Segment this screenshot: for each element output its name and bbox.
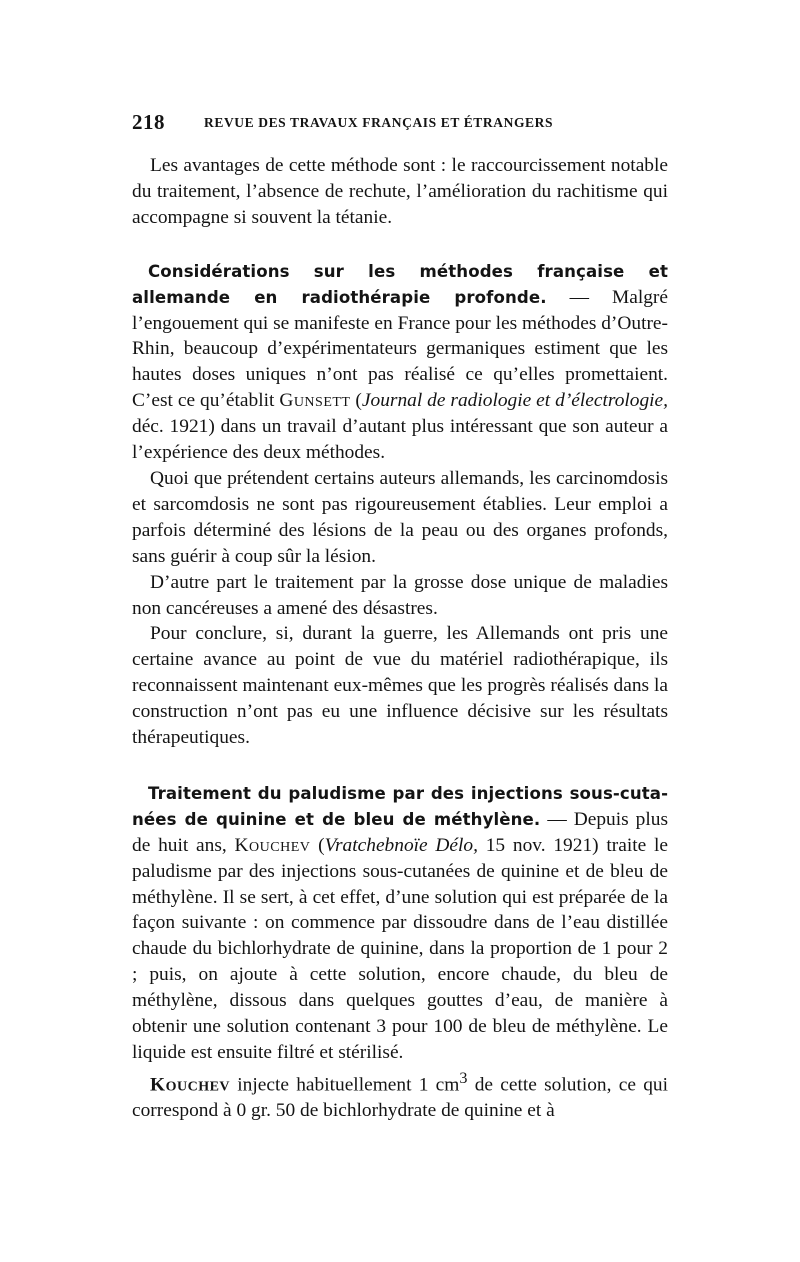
author-name: Kouchev [150, 1074, 231, 1096]
paragraph-text: ( [310, 834, 325, 856]
paragraph-paludisme [132, 781, 668, 1066]
paragraph-text: injecte habituellement 1 cm [230, 1074, 460, 1096]
paragraph-text: — Depuis plus de huit ans, [132, 808, 668, 856]
running-header [132, 110, 668, 140]
paragraph-desastres: D’autre part le traitement par la grosse dose unique de maladies non cancéreuses a amené des désastres. [132, 571, 668, 619]
page-number: 218 [132, 110, 165, 134]
paragraph-radiotherapie [132, 259, 668, 466]
author-name: Gunsett [279, 390, 351, 412]
running-title: REVUE DES TRAVAUX FRANÇAIS ET ÉTRANGERS [204, 115, 554, 130]
superscript: 3 [459, 1069, 468, 1087]
paragraph-conclusion: Pour conclure, si, durant la guerre, les Allemands ont pris une certaine avance au point de vue du matériel radiothérapique, ils reconnaissent maintenant eux-mêmes que les progrès réalisés dans la construction n’ont pas eu une influence décisive sur les résultats thérapeutiques. [132, 623, 668, 749]
paragraph-text: — Malgré l’engouement qui se manifeste en France pour les méthodes d’Outre-Rhin, beaucoup d’expérimentateurs germaniques estiment que les hautes doses uniques n’ont pas réalisé ce qu’elles promettaient. C’est ce qu’établit [132, 286, 668, 412]
book-page [132, 110, 668, 1124]
paragraph-injection [132, 1066, 668, 1124]
section-heading-paludisme: Traitement du paludisme par des injections sous-cutanées de quinine et de bleu de méthylène. [132, 783, 668, 829]
paragraph-text: ( [350, 390, 362, 412]
paragraph-text: de cette solution, ce qui correspond à 0 gr. 50 de bichlorhydrate de quinine et à [132, 1074, 668, 1122]
paragraph-text: 15 nov. 1921) traite le paludisme par des injections sous-cutanées de quinine et de bleu de méthylène. Il se sert, à cet effet, d’une solution qui est préparée de la façon suivante : on commence par dissoudre dans de l’eau distillée chaude du bichlorhydrate de quinine, dans la proportion de 1 pour 2 ; puis, on ajoute à cette solution, encore chaude, du bleu de méthylène, dissous dans quelques gouttes d’eau, de manière à obtenir une solution contenant 3 pour 100 de bleu de méthylène. Le liquide est ensuite filtré et stérilisé. [132, 834, 668, 1063]
paragraph-text: déc. 1921) dans un travail d’autant plus intéressant que son auteur a l’expérience des deux méthodes. [132, 416, 668, 464]
section-heading-radiotherapie: Considérations sur les méthodes française et allemande en radiothérapie profonde. [132, 261, 668, 307]
body-text [132, 153, 668, 1124]
paragraph-rachitisme: Les avantages de cette méthode sont : le raccourcissement notable du traitement, l’absence de rechute, l’amélioration du rachitisme qui accompagne si souvent la tétanie. [132, 155, 668, 228]
paragraph-carcinomdosis: Quoi que prétendent certains auteurs allemands, les carcinomdosis et sarcomdosis ne sont pas rigoureusement établies. Leur emploi a parfois déterminé des lésions de la peau ou des organes profonds, sans guérir à coup sûr la lésion. [132, 467, 668, 567]
journal-title: Journal de radiologie et d’électrologie, [361, 390, 669, 412]
journal-title: Vratchebnoïe Délo, [324, 834, 478, 856]
author-name: Kouchev [234, 834, 311, 856]
